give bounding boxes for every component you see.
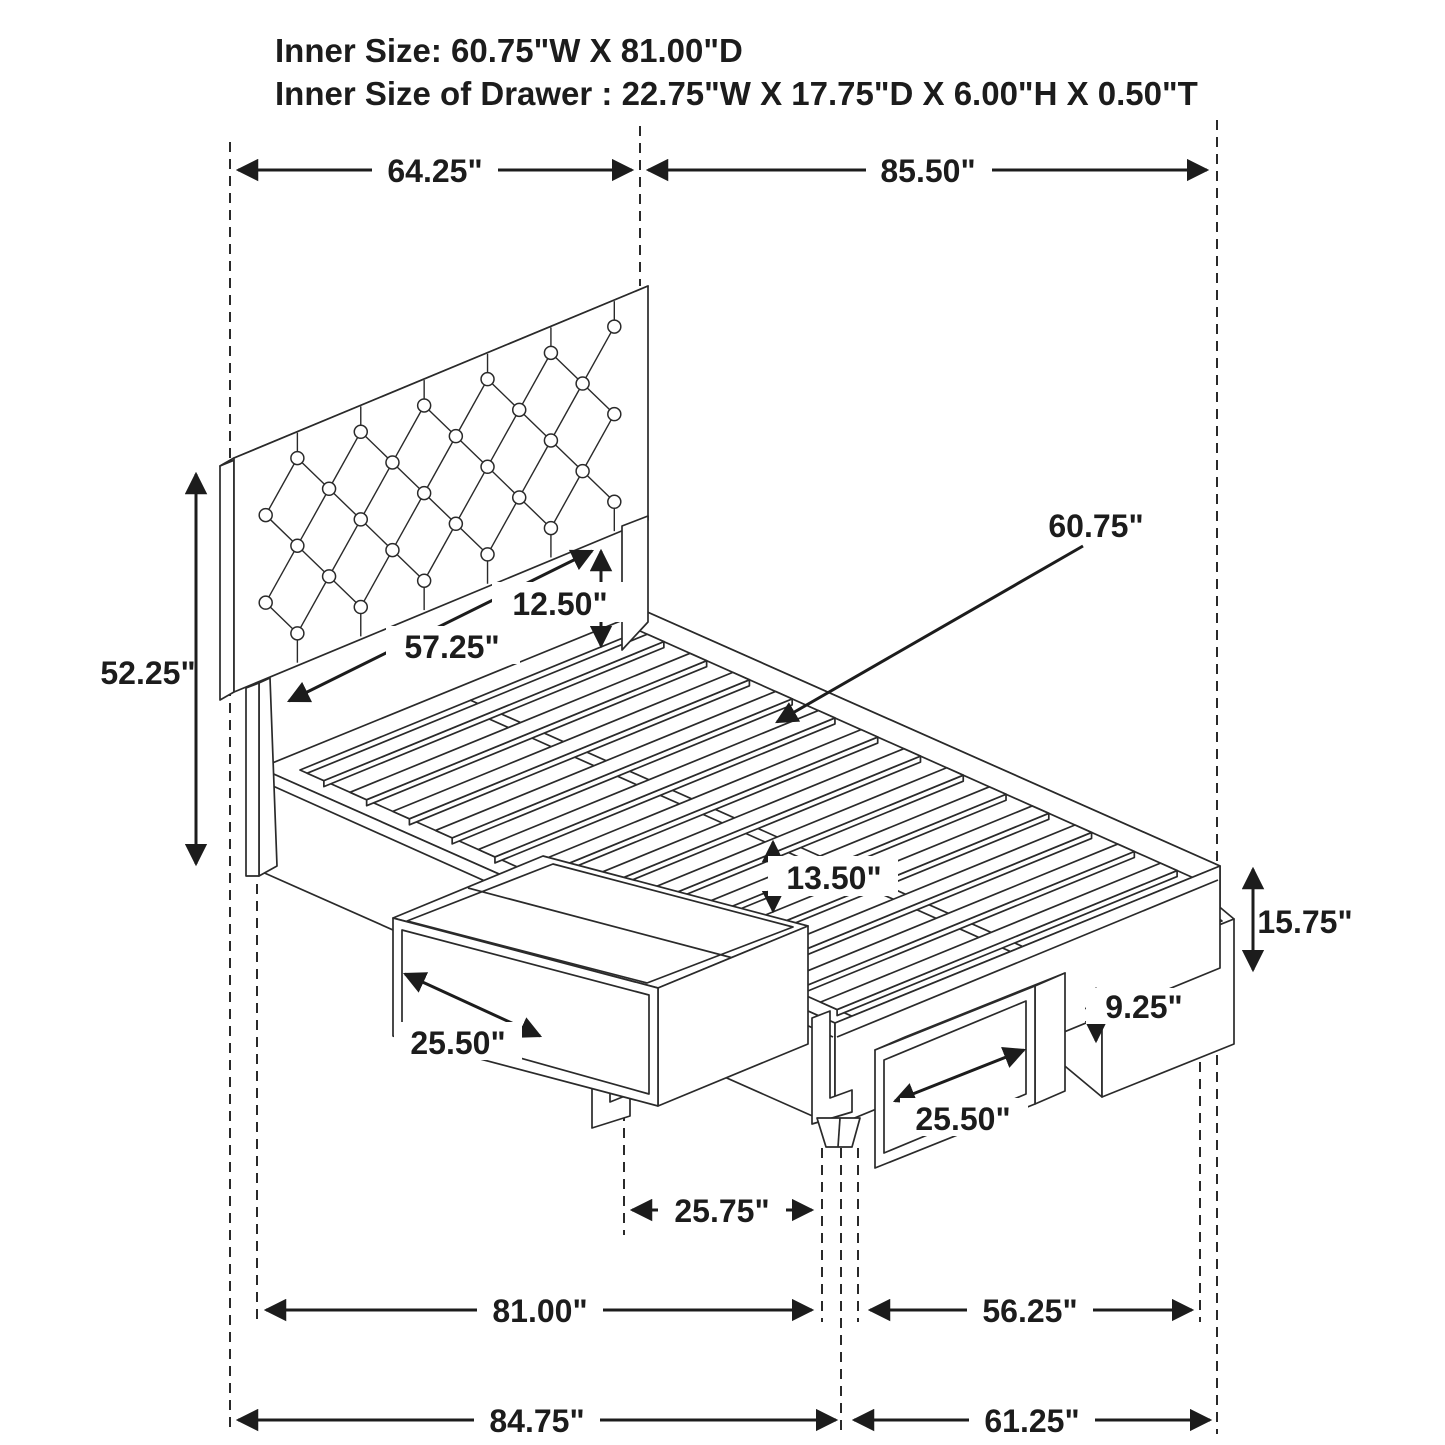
dim-drawer-front-height-label: 9.25" [1105, 989, 1183, 1025]
center-leg [817, 1118, 860, 1147]
title-block [275, 32, 1198, 112]
dim-headboard-width-label: 57.25" [404, 629, 500, 665]
dim-frame-height-label: 15.75" [1257, 904, 1353, 940]
dim-overall-depth-label: 84.75" [489, 1403, 585, 1439]
headboard-leg [259, 678, 277, 876]
dim-side-drawer-width-label: 25.50" [410, 1025, 506, 1061]
bed-drawing [220, 286, 1234, 1168]
dim-foot-span-label: 56.25" [982, 1293, 1078, 1329]
dim-headboard-above-rail-label: 12.50" [512, 586, 608, 622]
dim-headboard-height-label: 52.25" [100, 655, 196, 691]
dim-slat-length-label: 60.75" [1048, 508, 1144, 544]
dim-headboard-span-label: 64.25" [387, 153, 483, 189]
dim-overall-width-label: 61.25" [984, 1403, 1080, 1439]
dim-foot-drawer-width-label: 25.50" [915, 1101, 1011, 1137]
inner-drawer-size-title: Inner Size of Drawer : 22.75"W X 17.75"D X 6.00"H X 0.50"T [275, 75, 1198, 112]
dim-leg-to-foot-label: 25.75" [674, 1193, 770, 1229]
headboard-leg [246, 683, 259, 876]
inner-size-title: Inner Size: 60.75"W X 81.00"D [275, 32, 743, 69]
dim-deck-to-rail-label: 13.50" [786, 860, 882, 896]
dim-frame-span-label: 85.50" [880, 153, 976, 189]
dim-inner-depth-label: 81.00" [492, 1293, 588, 1329]
